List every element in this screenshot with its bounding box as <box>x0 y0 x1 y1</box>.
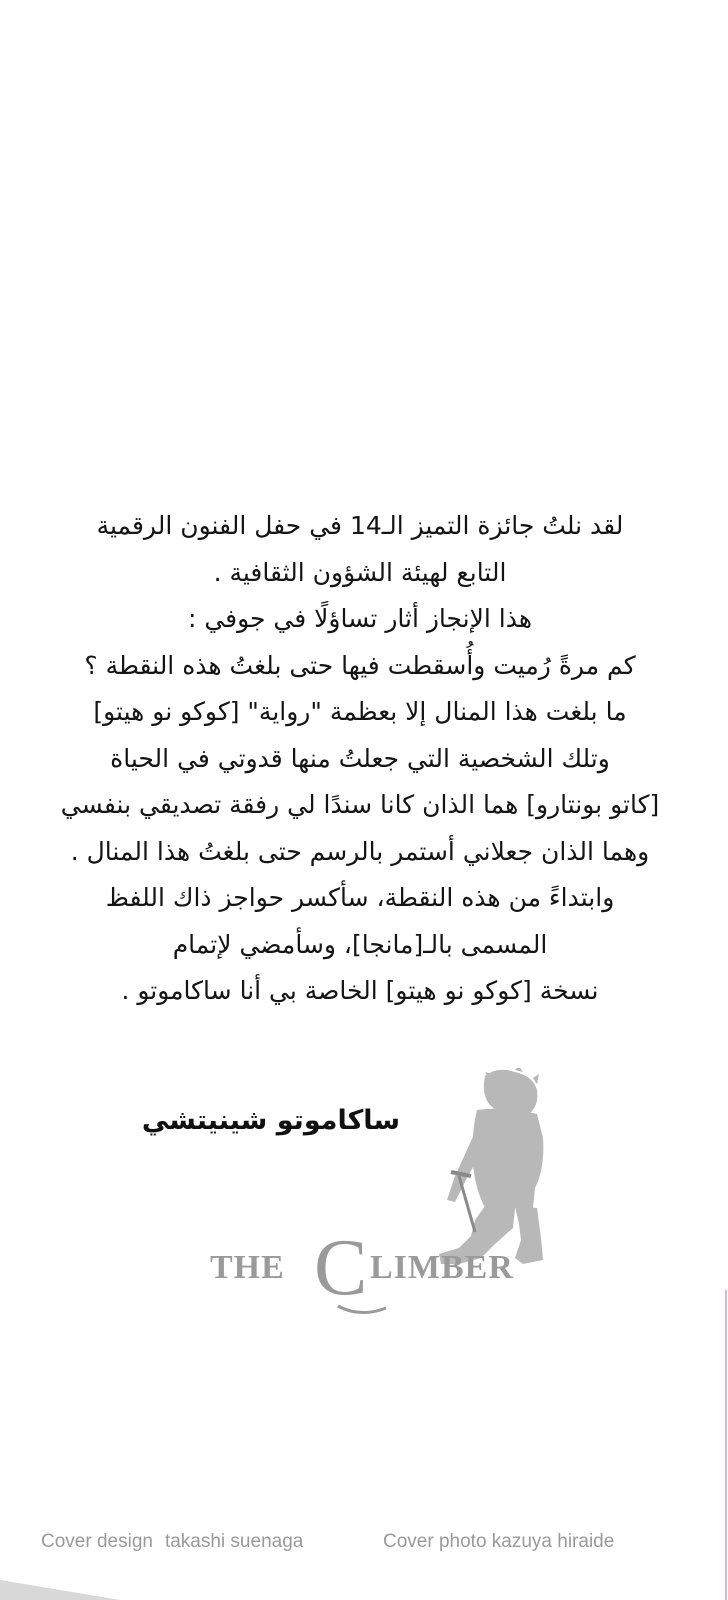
logo-right-text: LIMBER <box>370 1249 514 1286</box>
afterword-line: لقد نلتُ جائزة التميز الـ14 في حفل الفنون الرقمية <box>96 511 624 540</box>
afterword-line: وابتداءً من هذه النقطة، سأكسر حواجز ذاك اللفظ <box>105 883 615 912</box>
scan-edge-artifact <box>0 1572 140 1600</box>
afterword-line: وهما الذان جعلاني أستمر بالرسم حتى بلغتُ هذا المنال . <box>70 836 650 866</box>
afterword-line: [كاتو بونتارو] هما الذان كانا سندًا لي رفقة تصديقي بنفسي <box>60 790 660 819</box>
cover-design-name: takashi suenaga <box>164 1531 304 1552</box>
afterword-line: كم مرةً رُميت وأُسقطت فيها حتى بلغتُ هذه النقطة ؟ <box>84 650 636 680</box>
afterword-line: ما بلغت هذا المنال إلا بعظمة "رواية" [كوكو نو هيتو] <box>93 697 627 726</box>
cover-design-credit <box>41 1531 303 1553</box>
logo-left-text: THE <box>210 1249 285 1286</box>
cover-photo-credit: Cover photo kazuya hiraide <box>383 1531 615 1552</box>
afterword-line: المسمى بالـ[مانجا]، وسأمضي لإتمام <box>172 929 548 959</box>
afterword-line: هذا الإنجاز أثار تساؤلًا في جوفي : <box>187 604 533 633</box>
page-edge-line <box>722 1290 728 1600</box>
afterword-text <box>40 503 680 1015</box>
afterword-line: التابع لهيئة الشؤون الثقافية . <box>213 557 507 587</box>
afterword-line: وتلك الشخصية التي جعلتُ منها قدوتي في الحياة <box>110 743 610 773</box>
cover-design-label: Cover design <box>41 1531 153 1552</box>
afterword-line: نسخة [كوكو نو هيتو] الخاصة بي أنا ساكاموتو . <box>121 976 599 1005</box>
author-signature: ساكاموتو شينيتشي <box>141 1105 400 1136</box>
logo-big-letter: C <box>314 1232 368 1312</box>
cover-credits <box>0 1531 728 1561</box>
the-climber-logo <box>210 1232 560 1322</box>
